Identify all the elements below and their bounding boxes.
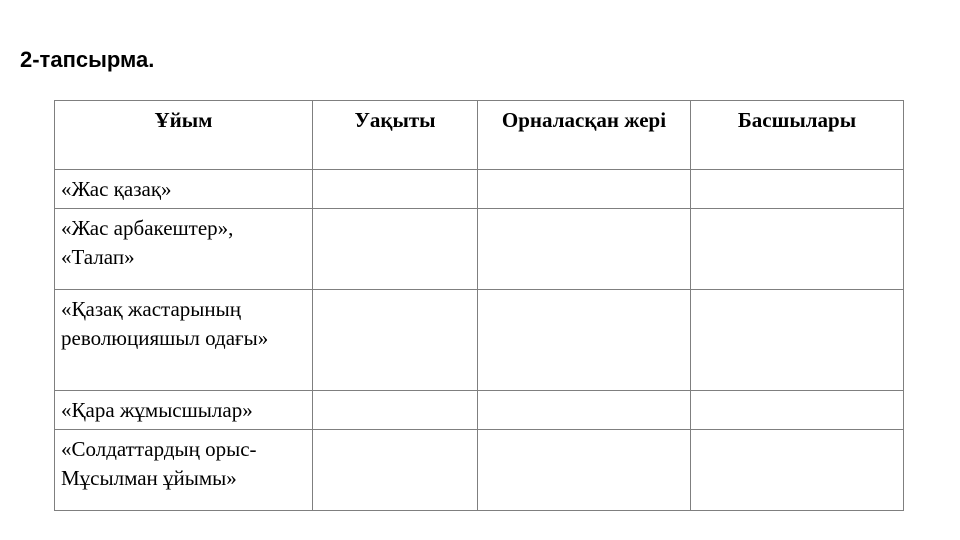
- cell-location: [478, 290, 691, 391]
- cell-organization: «Жас қазақ»: [55, 170, 313, 209]
- table-row: [55, 170, 904, 209]
- organizations-table: [54, 100, 904, 511]
- table-header-row: [55, 101, 904, 170]
- cell-time: [313, 430, 478, 511]
- cell-leaders: [691, 170, 904, 209]
- cell-time: [313, 391, 478, 430]
- cell-leaders: [691, 209, 904, 290]
- cell-leaders: [691, 430, 904, 511]
- cell-location: [478, 209, 691, 290]
- cell-leaders: [691, 391, 904, 430]
- cell-organization: «Қара жұмысшылар»: [55, 391, 313, 430]
- header-organization: Ұйым: [55, 101, 313, 170]
- table-row: [55, 209, 904, 290]
- cell-organization: «Қазақ жастарының революцияшыл одағы»: [55, 290, 313, 391]
- header-time: Уақыты: [313, 101, 478, 170]
- cell-location: [478, 391, 691, 430]
- table-row: [55, 391, 904, 430]
- header-leaders: Басшылары: [691, 101, 904, 170]
- table-row: [55, 290, 904, 391]
- cell-time: [313, 209, 478, 290]
- cell-location: [478, 170, 691, 209]
- cell-organization: «Жас арбакештер», «Талап»: [55, 209, 313, 290]
- cell-time: [313, 170, 478, 209]
- table-row: [55, 430, 904, 511]
- cell-organization: «Солдаттардың орыс-Мұсылман ұйымы»: [55, 430, 313, 511]
- header-location: Орналасқан жері: [478, 101, 691, 170]
- cell-location: [478, 430, 691, 511]
- task-title: 2-тапсырма.: [20, 47, 155, 72]
- cell-leaders: [691, 290, 904, 391]
- cell-time: [313, 290, 478, 391]
